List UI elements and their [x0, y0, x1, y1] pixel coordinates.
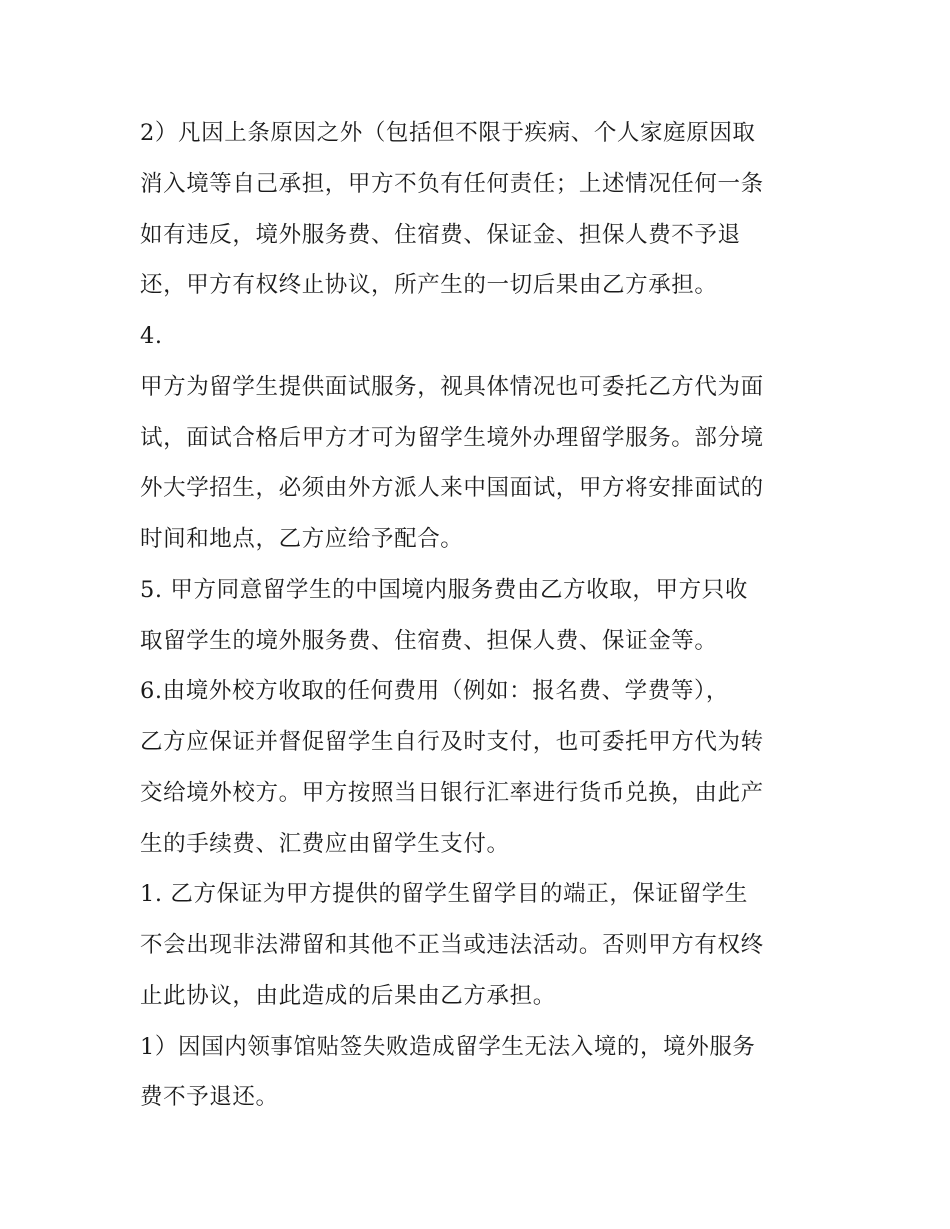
text-line: 如有违反，境外服务费、住宿费、保证金、担保人费不予退: [140, 221, 741, 248]
paragraph-sub-1-visa-failure: [140, 1022, 820, 1124]
text-line: 6.由境外校方收取的任何费用（例如：报名费、学费等），: [140, 678, 729, 705]
text-line: 不会出现非法滞留和其他不正当或违法活动。否则甲方有权终: [140, 932, 764, 958]
paragraph-clause-2-exceptions: [140, 108, 820, 311]
paragraph-item-1-guarantee: [140, 869, 820, 1021]
text-line: 费不予退还。: [140, 1084, 279, 1111]
text-line: 4.: [140, 323, 163, 349]
text-line: 生的手续费、汇费应由留学生支付。: [140, 830, 510, 857]
paragraph-interview-service: [140, 362, 820, 565]
text-line: 消入境等自己承担，甲方不负有任何责任；上述情况任何一条: [140, 170, 764, 197]
text-line: 交给境外校方。甲方按照当日银行汇率进行货币兑换，由此产: [140, 779, 764, 806]
text-line: 1）因国内领事馆贴签失败造成留学生无法入境的，境外服务: [140, 1033, 756, 1060]
paragraph-item-4-number: [140, 311, 820, 362]
text-line: 止此协议，由此造成的后果由乙方承担。: [140, 982, 556, 1009]
text-line: 2）凡因上条原因之外（包括但不限于疾病、个人家庭原因取: [140, 120, 756, 146]
text-line: 外大学招生，必须由外方派人来中国面试，甲方将安排面试的: [140, 475, 764, 502]
text-line: 时间和地点，乙方应给予配合。: [140, 526, 464, 552]
text-line: 乙方应保证并督促留学生自行及时支付，也可委托甲方代为转: [140, 729, 764, 755]
text-line: 试，面试合格后甲方才可为留学生境外办理留学服务。部分境: [140, 424, 764, 451]
text-line: 还，甲方有权终止协议，所产生的一切后果由乙方承担。: [140, 272, 718, 299]
text-line: 甲方为留学生提供面试服务，视具体情况也可委托乙方代为面: [140, 373, 764, 400]
document-body: [140, 108, 820, 1123]
paragraph-item-6-school-fees: [140, 666, 820, 869]
paragraph-item-5-fees: [140, 565, 820, 667]
text-line: 5. 甲方同意留学生的中国境内服务费由乙方收取，甲方只收: [140, 576, 748, 603]
text-line: 取留学生的境外服务费、住宿费、担保人费、保证金等。: [140, 627, 718, 654]
text-line: 1. 乙方保证为甲方提供的留学生留学目的端正，保证留学生: [140, 881, 748, 908]
